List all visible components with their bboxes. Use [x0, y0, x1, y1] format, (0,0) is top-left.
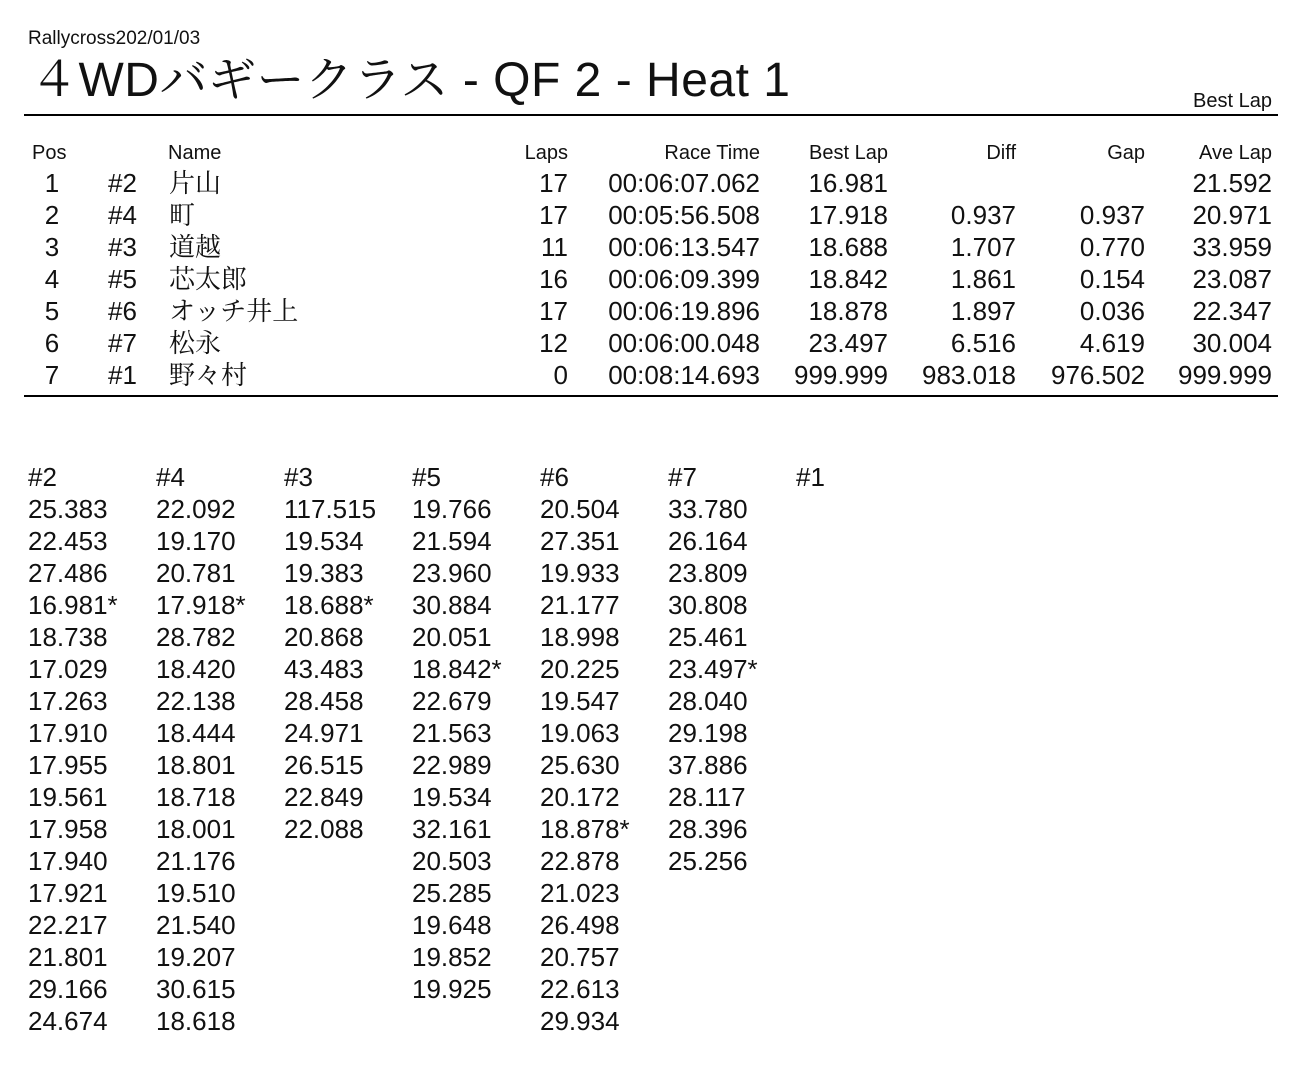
result-ave-lap: 22.347 [1192, 296, 1272, 326]
header-laps: Laps [524, 142, 568, 164]
result-gap: 0.036 [1079, 296, 1145, 326]
lap-time: 18.444 [156, 718, 236, 748]
lap-time: 21.594 [412, 526, 492, 556]
lap-time: 23.809 [668, 558, 748, 588]
lap-column-car: #5 [412, 462, 441, 492]
result-laps: 0 [553, 360, 568, 390]
result-car-number: #4 [108, 200, 137, 230]
lap-column-car: #3 [284, 462, 313, 492]
sort-label: Best Lap [1193, 90, 1272, 112]
lap-time: 21.023 [540, 878, 620, 908]
lap-time: 29.166 [28, 974, 108, 1004]
lap-time: 21.177 [540, 590, 620, 620]
result-pos-value: 7 [44, 360, 60, 390]
result-gap: 0.937 [1079, 200, 1145, 230]
result-driver-name: 野々村 [169, 360, 248, 390]
lap-time: 19.534 [284, 526, 364, 556]
lap-time: 20.225 [540, 654, 620, 684]
lap-time: 29.934 [540, 1006, 620, 1036]
results-divider [24, 395, 1278, 397]
header-race-time: Race Time [664, 142, 760, 164]
result-gap: 0.154 [1079, 264, 1145, 294]
lap-time: 32.161 [412, 814, 492, 844]
result-best-lap: 18.688 [808, 232, 888, 262]
lap-time: 18.718 [156, 782, 236, 812]
result-pos-value: 3 [44, 232, 60, 262]
result-pos-value: 6 [44, 328, 60, 358]
result-diff: 1.897 [950, 296, 1016, 326]
lap-time: 20.051 [412, 622, 492, 652]
result-laps: 17 [539, 200, 568, 230]
lap-time: 28.040 [668, 686, 748, 716]
result-driver-name: 芯太郎 [169, 264, 248, 294]
lap-time: 20.757 [540, 942, 620, 972]
lap-time: 17.940 [28, 846, 108, 876]
header-ave-lap: Ave Lap [1198, 142, 1272, 164]
lap-time: 33.780 [668, 494, 748, 524]
result-gap: 0.770 [1079, 232, 1145, 262]
result-best-lap: 17.918 [808, 200, 888, 230]
result-race-time: 00:06:19.896 [608, 296, 760, 326]
result-gap: 4.619 [1079, 328, 1145, 358]
lap-time: 19.547 [540, 686, 620, 716]
lap-time: 19.925 [412, 974, 492, 1004]
result-ave-lap: 21.592 [1192, 168, 1272, 198]
result-ave-lap: 30.004 [1192, 328, 1272, 358]
lap-time: 22.138 [156, 686, 236, 716]
lap-column-car: #4 [156, 462, 185, 492]
lap-column [796, 461, 924, 493]
result-car-number: #7 [108, 328, 137, 358]
table-row [24, 263, 1278, 295]
result-best-lap: 18.878 [808, 296, 888, 326]
lap-time: 19.648 [412, 910, 492, 940]
lap-time: 26.498 [540, 910, 620, 940]
lap-time: 17.921 [28, 878, 108, 908]
lap-time: 24.674 [28, 1006, 108, 1036]
lap-time: 22.613 [540, 974, 620, 1004]
lap-time: 25.630 [540, 750, 620, 780]
lap-time: 19.383 [284, 558, 364, 588]
table-row [24, 359, 1278, 391]
result-diff: 0.937 [950, 200, 1016, 230]
result-laps: 12 [539, 328, 568, 358]
result-driver-name: 町 [169, 200, 196, 230]
lap-time: 25.256 [668, 846, 748, 876]
result-car-number: #1 [108, 360, 137, 390]
lap-time: 19.063 [540, 718, 620, 748]
lap-time: 18.420 [156, 654, 236, 684]
result-diff: 1.861 [950, 264, 1016, 294]
result-best-lap: 18.842 [808, 264, 888, 294]
result-ave-lap: 20.971 [1192, 200, 1272, 230]
results-table [24, 139, 1278, 391]
lap-time: 29.198 [668, 718, 748, 748]
lap-time: 22.088 [284, 814, 364, 844]
result-car-number: #6 [108, 296, 137, 326]
results-body [24, 167, 1278, 391]
lap-time: 18.618 [156, 1006, 236, 1036]
page-title: ４WDバギークラス - QF 2 - Heat 1 [30, 54, 791, 107]
result-best-lap: 16.981 [808, 168, 888, 198]
lap-column [284, 461, 412, 845]
header-gap: Gap [1107, 142, 1145, 164]
lap-time: 19.561 [28, 782, 108, 812]
result-driver-name: 松永 [169, 328, 222, 358]
result-race-time: 00:06:09.399 [608, 264, 760, 294]
lap-time: 22.989 [412, 750, 492, 780]
lap-column [540, 461, 668, 1037]
lap-time: 23.497* [668, 654, 758, 684]
header-name: Name [168, 142, 222, 164]
lap-time: 21.176 [156, 846, 236, 876]
result-laps: 16 [539, 264, 568, 294]
lap-time: 18.801 [156, 750, 236, 780]
lap-time: 30.808 [668, 590, 748, 620]
lap-column [668, 461, 796, 877]
lap-time: 28.396 [668, 814, 748, 844]
lap-time: 20.504 [540, 494, 620, 524]
lap-time: 18.998 [540, 622, 620, 652]
result-diff: 6.516 [950, 328, 1016, 358]
table-row [24, 231, 1278, 263]
result-pos-value: 1 [44, 168, 60, 198]
lap-time: 27.486 [28, 558, 108, 588]
result-laps: 17 [539, 168, 568, 198]
lap-time: 17.918* [156, 590, 246, 620]
result-best-lap: 999.999 [794, 360, 888, 390]
result-pos-value: 2 [44, 200, 60, 230]
lap-time: 22.878 [540, 846, 620, 876]
lap-time: 20.781 [156, 558, 236, 588]
lap-time: 16.981* [28, 590, 118, 620]
lap-time: 20.503 [412, 846, 492, 876]
lap-column [28, 461, 156, 1037]
lap-time: 19.534 [412, 782, 492, 812]
lap-time: 21.540 [156, 910, 236, 940]
lap-time: 24.971 [284, 718, 364, 748]
lap-time: 22.217 [28, 910, 108, 940]
lap-time: 30.884 [412, 590, 492, 620]
lap-time: 22.849 [284, 782, 364, 812]
lap-time: 18.842* [412, 654, 502, 684]
lap-time: 17.955 [28, 750, 108, 780]
lap-time: 19.852 [412, 942, 492, 972]
result-diff: 983.018 [922, 360, 1016, 390]
event-subtitle: Rallycross202/01/03 [28, 28, 201, 49]
results-header-row [24, 139, 1278, 167]
header-diff: Diff [986, 142, 1016, 164]
lap-time: 26.515 [284, 750, 364, 780]
lap-time: 23.960 [412, 558, 492, 588]
result-ave-lap: 999.999 [1178, 360, 1272, 390]
header-best-lap: Best Lap [809, 142, 888, 164]
lap-time: 17.910 [28, 718, 108, 748]
result-race-time: 00:08:14.693 [608, 360, 760, 390]
lap-time: 22.453 [28, 526, 108, 556]
lap-column [156, 461, 284, 1037]
result-pos-value: 5 [44, 296, 60, 326]
lap-time: 17.958 [28, 814, 108, 844]
lap-time: 28.117 [668, 782, 746, 812]
lap-time: 17.263 [28, 686, 108, 716]
lap-time: 25.461 [668, 622, 748, 652]
lap-time: 28.458 [284, 686, 364, 716]
table-row [24, 327, 1278, 359]
table-row [24, 199, 1278, 231]
result-best-lap: 23.497 [808, 328, 888, 358]
lap-time: 37.886 [668, 750, 748, 780]
header-pos: Pos [32, 142, 67, 164]
lap-time: 22.679 [412, 686, 492, 716]
result-race-time: 00:06:07.062 [608, 168, 760, 198]
result-ave-lap: 23.087 [1192, 264, 1272, 294]
lap-time: 26.164 [668, 526, 748, 556]
lap-time: 18.738 [28, 622, 108, 652]
lap-time: 22.092 [156, 494, 236, 524]
result-car-number: #2 [108, 168, 137, 198]
lap-time: 21.563 [412, 718, 492, 748]
result-car-number: #5 [108, 264, 137, 294]
lap-time: 25.285 [412, 878, 492, 908]
lap-time: 19.766 [412, 494, 492, 524]
lap-time: 17.029 [28, 654, 108, 684]
result-car-number: #3 [108, 232, 137, 262]
result-driver-name: 片山 [169, 168, 222, 198]
table-row [24, 295, 1278, 327]
result-ave-lap: 33.959 [1192, 232, 1272, 262]
lap-time: 117.515 [284, 494, 377, 524]
lap-time: 19.170 [156, 526, 236, 556]
result-race-time: 00:05:56.508 [608, 200, 760, 230]
result-driver-name: オッチ井上 [169, 296, 299, 326]
lap-time: 18.878* [540, 814, 630, 844]
lap-time: 30.615 [156, 974, 236, 1004]
lap-time: 20.868 [284, 622, 364, 652]
lap-column-car: #1 [796, 462, 825, 492]
lap-column [412, 461, 540, 1005]
lap-time: 27.351 [540, 526, 620, 556]
result-driver-name: 道越 [169, 232, 222, 262]
result-laps: 17 [539, 296, 568, 326]
lap-time: 18.001 [156, 814, 236, 844]
table-row [24, 167, 1278, 199]
lap-column-car: #6 [540, 462, 569, 492]
lap-time: 19.510 [156, 878, 236, 908]
result-pos-value: 4 [44, 264, 60, 294]
lap-time: 19.933 [540, 558, 620, 588]
result-race-time: 00:06:13.547 [608, 232, 760, 262]
lap-time: 20.172 [540, 782, 620, 812]
result-race-time: 00:06:00.048 [608, 328, 760, 358]
header-divider [24, 114, 1278, 116]
lap-time: 28.782 [156, 622, 236, 652]
result-diff: 1.707 [950, 232, 1016, 262]
lap-time: 19.207 [156, 942, 236, 972]
result-laps: 11 [541, 232, 568, 262]
lap-column-car: #2 [28, 462, 57, 492]
result-gap: 976.502 [1051, 360, 1145, 390]
lap-column-car: #7 [668, 462, 697, 492]
lap-time: 25.383 [28, 494, 108, 524]
lap-time: 21.801 [28, 942, 108, 972]
lap-time: 18.688* [284, 590, 374, 620]
lap-time: 43.483 [284, 654, 364, 684]
